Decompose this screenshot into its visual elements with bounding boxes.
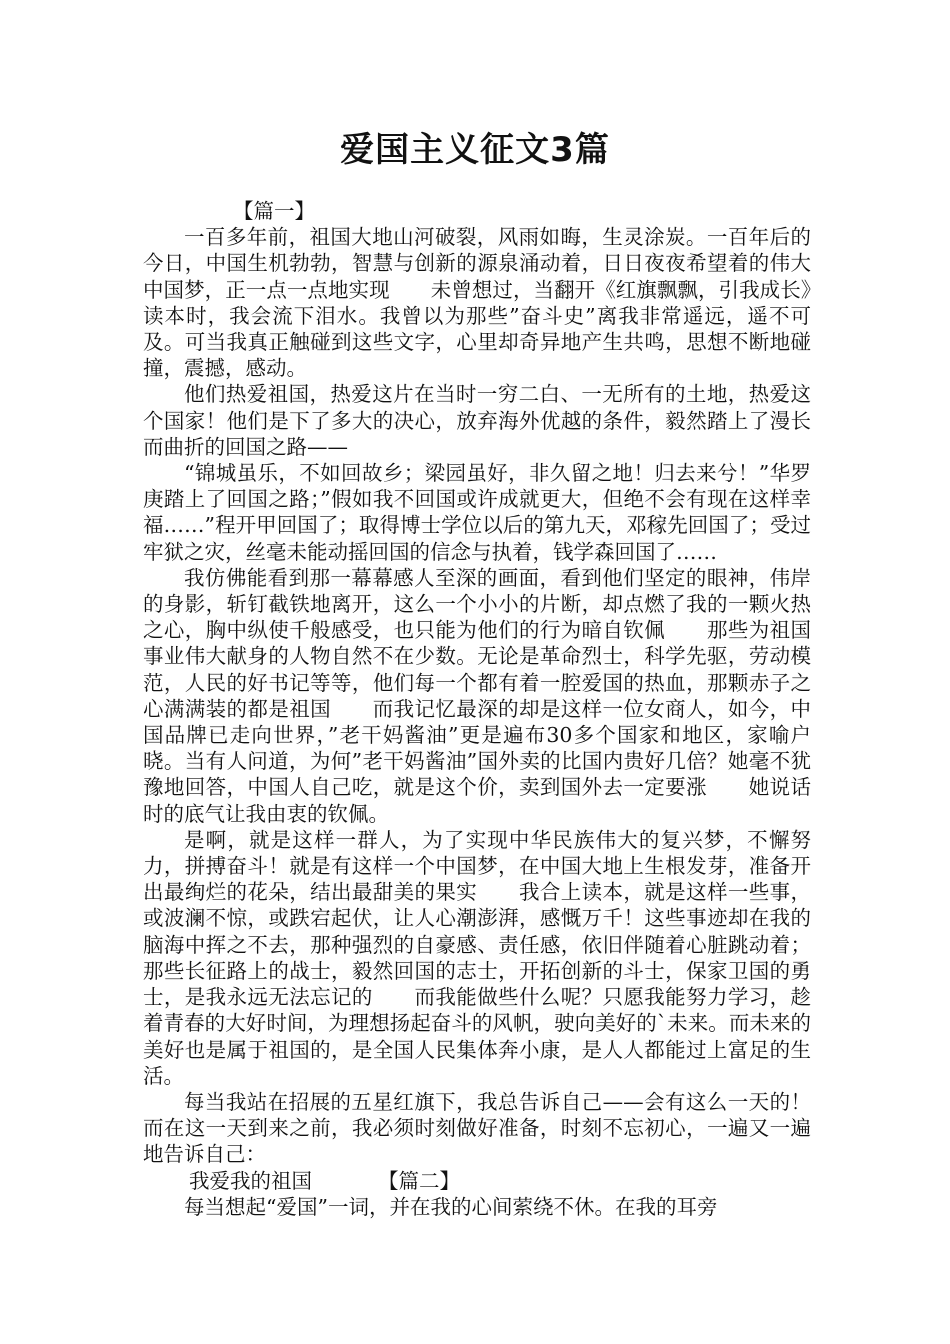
paragraph-1: 一百多年前，祖国大地山河破裂，风雨如晦，生灵涂炭。一百年后的今日，中国生机勃勃，智慧与创新的源泉涌动着，日日夜夜希望着的伟大中国梦，正一点一点地实现 未曾想过，当翻开《红旗飘飘，引我成长》读本时，我会流下泪水。我曾以为那些”奋斗史”离我非常遥远，遥不可及。可当我真正触碰到这些文字，心里却奇异地产生共鸣，思想不断地碰撞，震撼，感动。 [143, 225, 811, 381]
section-two-heading: 【篇二】 [378, 1168, 460, 1193]
paragraph-3: “锦城虽乐，不如回故乡；梁园虽好，非久留之地！归去来兮！”华罗庚踏上了回国之路；”假如我不回国或许成就更大，但绝不会有现在这样幸福……”程开甲回国了；取得博士学位以后的第九天，邓稼先回国了；受过牢狱之灾，丝毫未能动摇回国的信念与执着，钱学森回国了…… [143, 461, 811, 564]
paragraph-4: 我仿佛能看到那一幕幕感人至深的画面，看到他们坚定的眼神，伟岸的身影，斩钉截铁地离开，这么一个小小的片断，却点燃了我的一颗火热之心，胸中纵使千般感受，也只能为他们的行为暗自钦佩 那些为祖国事业伟大献身的人物自然不在少数。无论是革命烈士，科学先驱，劳动模范，人民的好书记等等，他们每一个都有着一腔爱国的热血，那颗赤子之心满满装的都是祖国 而我记忆最深的却是这样一位女商人，如今，中国品牌已走向世界，”老干妈酱油”更是遍布30多个国家和地区，家喻户晓。当有人问道，为何”老干妈酱油”国外卖的比国内贵好几倍？她毫不犹豫地回答，中国人自己吃，就是这个价，卖到国外去一定要涨 她说话时的底气让我由衷的钦佩。 [143, 565, 811, 826]
document-body [143, 198, 811, 1220]
paragraph-6: 每当我站在招展的五星红旗下，我总告诉自己——会有这么一天的！而在这一天到来之前，我必须时刻做好准备，时刻不忘初心，一遍又一遍地告诉自己： [143, 1089, 811, 1167]
closing-line: 我爱我的祖国 [189, 1168, 312, 1193]
section-two-first-paragraph: 每当想起“爱国”一词，并在我的心间萦绕不休。在我的耳旁 [184, 1194, 718, 1219]
section-one-heading: 【篇一】 [233, 199, 315, 223]
paragraph-2: 他们热爱祖国，热爱这片在当时一穷二白、一无所有的土地，热爱这个国家！他们是下了多大的决心，放弃海外优越的条件，毅然踏上了漫长而曲折的回国之路—— [143, 382, 811, 459]
closing-line-row [143, 1168, 811, 1194]
paragraph-5: 是啊，就是这样一群人，为了实现中华民族伟大的复兴梦，不懈努力，拼搏奋斗！就是有这样一个中国梦，在中国大地上生根发芽，准备开出最绚烂的花朵，结出最甜美的果实 我合上读本，就是这样一些事，或波澜不惊，或跌宕起伏，让人心潮澎湃，感慨万千！这些事迹却在我的脑海中挥之不去，那种强烈的自豪感、责任感，依旧伴随着心脏跳动着；那些长征路上的战士，毅然回国的志士，开拓创新的斗士，保家卫国的勇士，是我永远无法忘记的 而我能做些什么呢？只愿我能努力学习，趁着青春的大好时间，为理想扬起奋斗的风帆，驶向美好的`未来。而未来的美好也是属于祖国的，是全国人民集体奔小康，是人人都能过上富足的生活。 [143, 827, 811, 1088]
document-title: 爱国主义征文3篇 [340, 130, 610, 170]
